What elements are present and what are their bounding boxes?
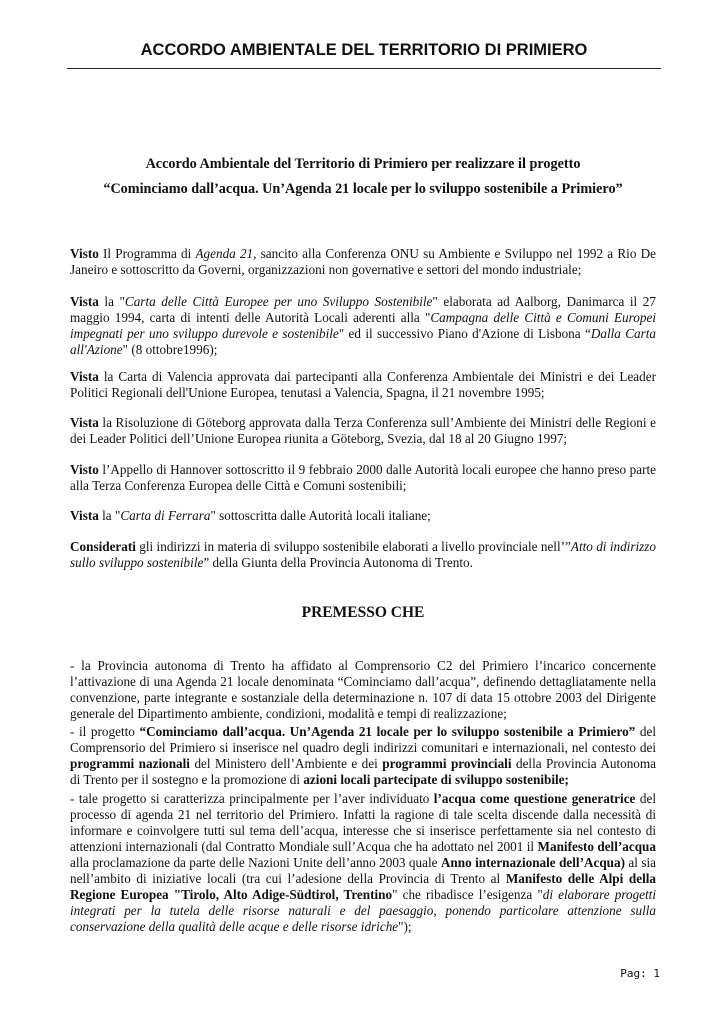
paragraph-text: Il Programma di: [98, 246, 196, 261]
paragraph-lead-word: Considerati: [70, 539, 136, 554]
paragraph-visto-hannover: [70, 462, 656, 494]
premise-italic-text: di elaborare progetti integrati per la tutela delle risorse naturali e del paesaggio, ponendo particolare attenzione sulla conservazione della qualità delle acque e delle risorse idriche: [70, 887, 657, 934]
premise-item-provincia: [70, 658, 656, 722]
premise-bold-text: Manifesto delle Alpi della Regione Europea "Tirolo, Alto Adige-Südtirol, Trentino: [70, 871, 656, 902]
paragraph-lead-word: Visto: [70, 246, 99, 261]
paragraph-lead-word: Vista: [70, 415, 99, 430]
premise-bold-text: Anno internazionale dell’Acqua): [440, 855, 626, 870]
paragraph-text: , sancito alla Conferenza ONU su Ambiente e Sviluppo nel 1992 a Rio De Janeiro e sottoscritto da Governi, organizzazioni non governative e settori del mondo industriale;: [70, 246, 656, 277]
paragraph-text: la ": [98, 294, 125, 309]
premise-text: ");: [398, 919, 412, 934]
paragraph-text: " elaborata ad Aalborg, Danimarca il 27 maggio 1994, carta di intenti delle Autorità Locali aderenti alla ": [70, 294, 656, 325]
premise-bold-text: “Cominciamo dall’acqua. Un’Agenda 21 locale per lo sviluppo sostenibile a Primiero”: [139, 724, 636, 739]
premise-text: del Comprensorio del Primiero si inserisce nel quadro degli indirizzi comunitari e internazionali, nel contesto dei: [70, 724, 656, 755]
running-header-title: ACCORDO AMBIENTALE DEL TERRITORIO DI PRIMIERO: [140, 41, 588, 59]
premise-bold-text: Manifesto dell’acqua: [537, 839, 656, 854]
premise-text: alla proclamazione da parte delle Nazioni Unite dell’anno 2003 quale: [70, 855, 441, 870]
paragraph-text: ” della Giunta della Provincia Autonoma di Trento.: [203, 555, 473, 570]
paragraph-text: la Carta di Valencia approvata dai partecipanti alla Conferenza Ambientale dei Ministri e dei Leader Politici Regionali dell'Unione Europea, tenutasi a Valencia, Spagna, il 21 novembre 1995;: [70, 369, 656, 400]
premise-text: " che ribadisce l’esigenza ": [392, 887, 543, 902]
premise-text: - il progetto: [70, 724, 140, 739]
premise-bold-text: azioni locali partecipate di sviluppo sostenibile;: [303, 772, 569, 787]
premise-text: del processo di agenda 21 nel territorio del Primiero. Infatti la ragione di tale scelta discende dalla necessità di informare e coinvolgere tutti sul tema dell’acqua, interesse che si inserisce perfettamente sia nel contesto di attenzioni internazionali (dal Contratto Mondiale sull’Acqua che ha adottato nel 2001 il: [70, 791, 656, 854]
paragraph-considerati: [70, 539, 656, 571]
document-title-line-1: Accordo Ambientale del Territorio di Primiero per realizzare il progetto: [145, 156, 581, 172]
premise-text: del Ministero dell’Ambiente e dei: [189, 756, 383, 771]
paragraph-vista-aalborg: [70, 294, 656, 358]
premise-item-progetto: [70, 724, 656, 788]
paragraph-text: " (8 ottobre1996);: [122, 342, 218, 357]
paragraph-lead-word: Vista: [70, 369, 99, 384]
paragraph-italic-text: Campagna delle Città e Comuni Europei impegnati per uno sviluppo durevole e sostenibile: [70, 310, 656, 341]
paragraph-text: la Risoluzione di Göteborg approvata dalla Terza Conferenza sull’Ambiente dei Ministri delle Regioni e dei Leader Politici dell’Unione Europea riunita a Göteborg, Svezia, dal 18 al 20 Giugno 1997;: [70, 415, 656, 446]
paragraph-vista-valencia: [70, 369, 656, 401]
paragraph-text: l’Appello di Hannover sottoscritto il 9 febbraio 2000 dalle Autorità locali europee che hanno preso parte alla Terza Conferenza Europea delle Città e Comuni sostenibili;: [70, 462, 656, 493]
premise-bold-text: l’acqua come questione generatrice: [433, 791, 636, 806]
paragraph-vista-ferrara: [70, 508, 656, 524]
paragraph-text: la ": [98, 508, 121, 523]
paragraph-vista-goteborg: [70, 415, 656, 447]
paragraph-text: gli indirizzi in materia di sviluppo sostenibile elaborati a livello provinciale nell’”: [135, 539, 571, 554]
paragraph-lead-word: Visto: [70, 462, 99, 477]
premise-bold-text: programmi provinciali: [382, 756, 512, 771]
premise-text: della Provincia Autonoma di Trento per il sostegno e la promozione di: [70, 756, 657, 787]
premise-text: - tale progetto si caratterizza principalmente per l’aver individuato: [70, 791, 434, 806]
paragraph-text: " sottoscritta dalle Autorità locali italiane;: [210, 508, 431, 523]
paragraph-lead-word: Vista: [70, 294, 99, 309]
premise-bold-text: programmi nazionali: [70, 756, 190, 771]
paragraph-italic-text: Dalla Carta all'Azione: [70, 326, 656, 357]
paragraph-lead-word: Vista: [70, 508, 99, 523]
paragraph-italic-text: Atto di indirizzo sullo sviluppo sostenibile: [70, 539, 656, 570]
premise-text: al sia nell’ambito di iniziative locali (tra cui l’adesione della Provincia di Trento al: [70, 855, 656, 886]
paragraph-italic-text: Carta di Ferrara: [120, 508, 211, 523]
premise-item-acqua: [70, 791, 656, 935]
section-heading-premesso-che: PREMESSO CHE: [301, 604, 425, 621]
paragraph-italic-text: Carta delle Città Europee per uno Sviluppo Sostenibile: [124, 294, 433, 309]
page-number: Pag: 1: [620, 967, 660, 980]
header-divider: [67, 68, 661, 69]
premise-text: - la Provincia autonoma di Trento ha affidato al Comprensorio C2 del Primiero l’incarico concernente l’attivazione di una Agenda 21 locale denominata “Cominciamo dall’acqua”, definendo dettagliatamente nella convenzione, parte integrante e sostanziale della determinazione n. 107 di data 15 ottobre 2003 del Dirigente generale del Dipartimento ambiente, condizioni, modalità e tempi di realizzazione;: [70, 658, 656, 721]
paragraph-visto-agenda21: [70, 246, 656, 278]
paragraph-italic-text: Agenda 21: [195, 246, 254, 261]
document-title-line-2: “Cominciamo dall’acqua. Un’Agenda 21 locale per lo sviluppo sostenibile a Primiero”: [103, 181, 623, 197]
paragraph-text: " ed il successivo Piano d'Azione di Lisbona “: [338, 326, 591, 341]
